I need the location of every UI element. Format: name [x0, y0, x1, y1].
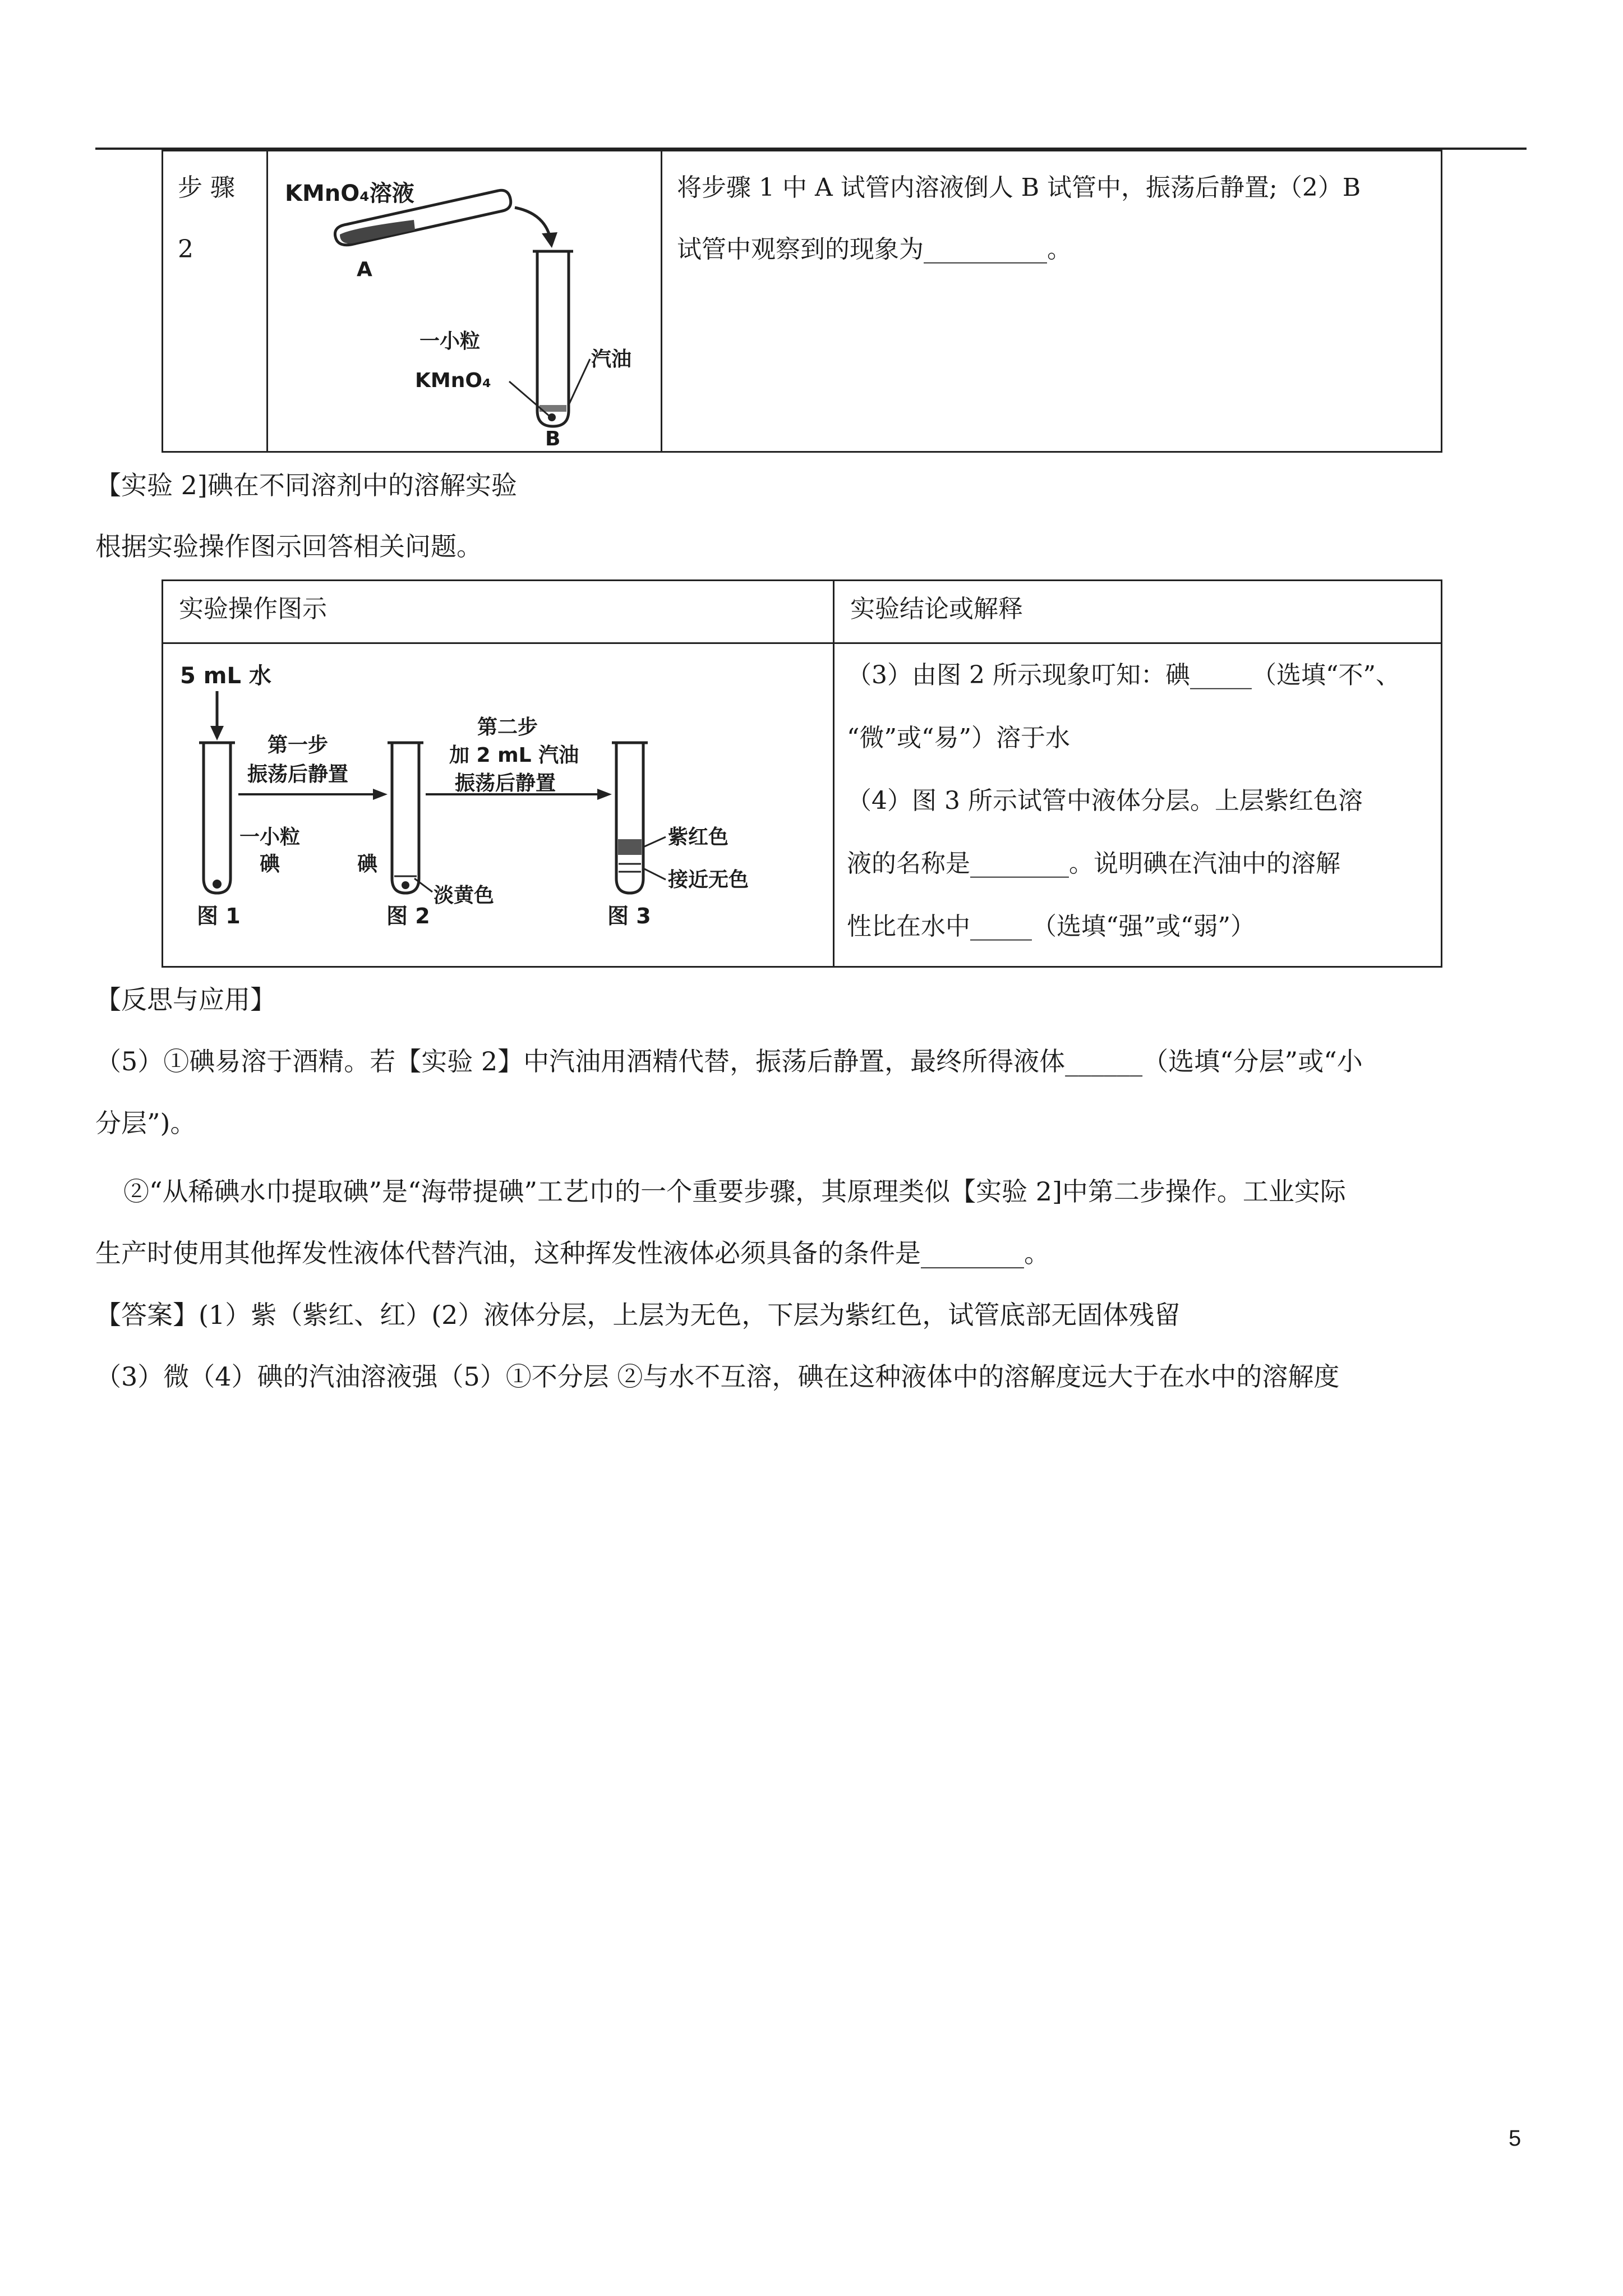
conclusion-line-4: 液的名称是________。说明碘在汽油中的溶解: [847, 849, 1340, 878]
step2-table: [162, 150, 1442, 453]
kmno4-label: KMnO₄: [415, 369, 491, 392]
fig1-label: 图 1: [197, 904, 241, 928]
step1-arrowhead-icon: [373, 789, 388, 800]
fig2-label: 图 2: [386, 904, 430, 928]
step2-text-line2: 试管中观察到的现象为__________。: [677, 235, 1072, 264]
answer-line-1: 【答案】(1）紫（紫红、红）(2）液体分层，上层为无色，下层为紫红色，试管底部无固体残留: [95, 1300, 1181, 1330]
experiment2-figure-cell: [163, 643, 834, 967]
conclusion-line-5: 性比在水中_____（选填“强”或“弱”）: [847, 912, 1255, 941]
tube-b-icon: [533, 251, 573, 426]
experiment2-title: 【实验 2]碘在不同溶剂中的溶解实验: [95, 470, 517, 500]
purple-red-pointer: [643, 837, 666, 847]
step2-arrowhead-icon: [597, 789, 612, 800]
pour-arrow-icon: [515, 208, 550, 236]
tube-fig1-icon: [199, 743, 235, 893]
purple-red-label: 紫红色: [668, 826, 729, 849]
header-left-cell: [163, 581, 834, 643]
step1-action: 振荡后静置: [247, 763, 349, 786]
kmno4-pointer: [509, 381, 550, 416]
q5-line-4: 生产时使用其他挥发性液体代替汽油，这种挥发性液体必须具备的条件是________。: [95, 1238, 1050, 1268]
small-grain-label: 一小粒: [419, 330, 481, 353]
water-label: 5 mL 水: [180, 663, 271, 689]
tube-a-label: A: [357, 258, 372, 281]
step2-title: 第二步: [477, 716, 538, 739]
gasoline-label: 汽油: [591, 348, 632, 371]
step2-action-1: 加 2 mL 汽油: [449, 744, 579, 767]
near-colorless-pointer: [643, 868, 666, 880]
experiment2-instruction: 根据实验操作图示回答相关问题。: [95, 531, 482, 562]
step2-figure: [268, 151, 661, 449]
header-left: 实验操作图示: [179, 595, 327, 623]
tube-fig2-icon: [388, 743, 423, 893]
header-right-cell: [834, 581, 1442, 643]
step2-number: 2: [178, 235, 193, 264]
step2-label-cell: [163, 151, 268, 452]
small-grain-label: 一小粒: [239, 826, 301, 849]
page-number: 5: [1509, 2126, 1521, 2151]
experiment2-figure: [163, 644, 831, 964]
gasoline-pointer: [569, 359, 590, 405]
step2-label: 步 骤: [178, 173, 235, 202]
pour-arrowhead-icon: [542, 232, 557, 248]
near-colorless-label: 接近无色: [668, 868, 749, 891]
kmno4-solution-label: KMnO₄溶液: [285, 181, 414, 206]
conclusion-line-1: （3）由图 2 所示现象叮知：碘_____（选填“不”、: [847, 661, 1400, 689]
experiment2-conclusion-cell: [834, 643, 1442, 967]
q5-line-2: 分层”)。: [95, 1108, 196, 1138]
step2-text-line1: 将步骤 1 中 A 试管内溶液倒人 B 试管中，振荡后静置;（2）B: [677, 173, 1361, 202]
fig3-label: 图 3: [607, 904, 651, 928]
q5-line-1: （5）①碘易溶于酒精。若【实验 2】中汽油用酒精代替，振荡后静置，最终所得液体______（选填“分层”或“小: [95, 1046, 1363, 1076]
step1-title: 第一步: [268, 734, 329, 757]
step2-text-cell: [662, 151, 1442, 452]
pale-yellow-label: 淡黄色: [434, 884, 495, 907]
conclusion-line-3: （4）图 3 所示试管中液体分层。上层紫红色溶: [847, 786, 1363, 815]
answer-line-2: （3）微（4）碘的汽油溶液强（5）①不分层 ②与水不互溶，碘在这种液体中的溶解度远大于在水中的溶解度: [95, 1361, 1340, 1392]
header-right: 实验结论或解释: [850, 595, 1023, 623]
reflection-title: 【反思与应用】: [95, 984, 276, 1015]
tube-b-label: B: [545, 427, 561, 449]
experiment2-table: [162, 579, 1442, 968]
tube-fig3-icon: [612, 743, 648, 893]
iodine-label-2: 碘: [357, 853, 378, 876]
step2-figure-cell: [268, 151, 662, 452]
conclusion-line-2: “微”或“易”）溶于水: [847, 724, 1070, 752]
water-arrowhead-icon: [210, 726, 224, 740]
iodine-label-1: 碘: [260, 853, 280, 876]
q5-line-3: ②“从稀碘水巾提取碘”是“海带提碘”工艺巾的一个重要步骤，其原理类似【实验 2]中第二步操作。工业实际: [123, 1176, 1346, 1207]
step2-action-2: 振荡后静置: [455, 772, 556, 795]
